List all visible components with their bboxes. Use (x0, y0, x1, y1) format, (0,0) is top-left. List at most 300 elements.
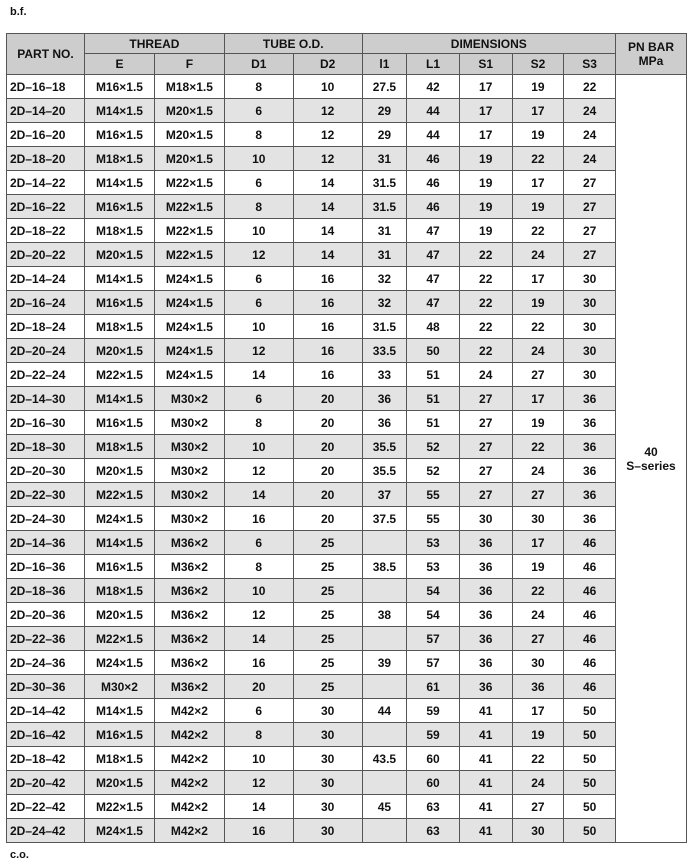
cell-d2: 25 (293, 651, 362, 675)
cell-s3: 50 (564, 771, 616, 795)
table-row (7, 507, 687, 531)
col-header-e: E (85, 54, 155, 75)
cell-s1: 41 (459, 699, 512, 723)
cell-thread-e: M16×1.5 (85, 723, 155, 747)
cell-part-no: 2D–18–22 (7, 219, 85, 243)
cell-thread-e: M20×1.5 (85, 339, 155, 363)
cell-part-no: 2D–16–20 (7, 123, 85, 147)
cell-part-no: 2D–14–42 (7, 699, 85, 723)
col-header-d1: D1 (224, 54, 293, 75)
cell-s1: 36 (459, 603, 512, 627)
cell-part-no: 2D–20–22 (7, 243, 85, 267)
cell-d1: 8 (224, 555, 293, 579)
cell-s1: 24 (459, 363, 512, 387)
cell-d2: 20 (293, 411, 362, 435)
cell-d2: 25 (293, 555, 362, 579)
table-row (7, 531, 687, 555)
cell-part-no: 2D–18–24 (7, 315, 85, 339)
cell-l1-upper: 61 (407, 675, 460, 699)
table-body (7, 75, 687, 843)
cell-thread-e: M14×1.5 (85, 267, 155, 291)
cell-thread-f: M30×2 (154, 459, 224, 483)
cell-thread-e: M16×1.5 (85, 75, 155, 99)
cell-s1: 36 (459, 531, 512, 555)
cell-thread-e: M24×1.5 (85, 651, 155, 675)
cell-s2: 30 (512, 651, 564, 675)
cell-d2: 12 (293, 123, 362, 147)
cell-s1: 19 (459, 147, 512, 171)
cell-s2: 27 (512, 483, 564, 507)
cell-s3: 50 (564, 795, 616, 819)
cell-s2: 19 (512, 723, 564, 747)
cell-l1-upper: 51 (407, 411, 460, 435)
cell-d1: 10 (224, 435, 293, 459)
cell-s2: 22 (512, 315, 564, 339)
cell-d2: 30 (293, 771, 362, 795)
cell-part-no: 2D–22–36 (7, 627, 85, 651)
cell-s2: 17 (512, 531, 564, 555)
col-header-l1-upper: L1 (407, 54, 460, 75)
table-row (7, 147, 687, 171)
cell-d2: 20 (293, 483, 362, 507)
table-row (7, 819, 687, 843)
cell-s3: 36 (564, 483, 616, 507)
cell-part-no: 2D–22–42 (7, 795, 85, 819)
col-header-thread: THREAD (85, 34, 225, 54)
table-row (7, 459, 687, 483)
cell-l1-upper: 63 (407, 795, 460, 819)
cell-thread-f: M36×2 (154, 531, 224, 555)
cell-thread-f: M36×2 (154, 555, 224, 579)
cell-d1: 6 (224, 387, 293, 411)
cell-d1: 12 (224, 459, 293, 483)
cell-thread-f: M24×1.5 (154, 291, 224, 315)
cell-thread-e: M22×1.5 (85, 627, 155, 651)
table-row (7, 747, 687, 771)
cell-s1: 22 (459, 291, 512, 315)
cell-s3: 30 (564, 363, 616, 387)
cell-s2: 17 (512, 171, 564, 195)
cell-thread-e: M14×1.5 (85, 699, 155, 723)
cell-s3: 27 (564, 171, 616, 195)
cell-part-no: 2D–14–20 (7, 99, 85, 123)
table-row (7, 627, 687, 651)
cell-thread-f: M42×2 (154, 771, 224, 795)
cell-part-no: 2D–16–18 (7, 75, 85, 99)
cell-l1-upper: 51 (407, 387, 460, 411)
cell-thread-e: M20×1.5 (85, 243, 155, 267)
cell-d1: 10 (224, 147, 293, 171)
cell-s2: 30 (512, 819, 564, 843)
table-row (7, 411, 687, 435)
cell-s3: 50 (564, 747, 616, 771)
cell-s3: 27 (564, 219, 616, 243)
cell-l1-lower: 38 (362, 603, 407, 627)
cell-d1: 16 (224, 651, 293, 675)
cell-part-no: 2D–20–36 (7, 603, 85, 627)
cell-thread-f: M20×1.5 (154, 147, 224, 171)
cell-d2: 30 (293, 819, 362, 843)
cell-part-no: 2D–14–22 (7, 171, 85, 195)
cell-thread-f: M20×1.5 (154, 99, 224, 123)
table-row (7, 171, 687, 195)
table-row (7, 795, 687, 819)
cell-s3: 46 (564, 675, 616, 699)
cell-thread-f: M30×2 (154, 411, 224, 435)
cell-l1-lower: 31 (362, 219, 407, 243)
cell-d2: 16 (293, 267, 362, 291)
table-row (7, 555, 687, 579)
cell-s2: 17 (512, 99, 564, 123)
cell-s3: 24 (564, 123, 616, 147)
cell-d2: 16 (293, 291, 362, 315)
cell-l1-lower: 45 (362, 795, 407, 819)
cell-l1-lower: 35.5 (362, 459, 407, 483)
cell-thread-f: M30×2 (154, 483, 224, 507)
cell-s3: 30 (564, 339, 616, 363)
cell-thread-f: M36×2 (154, 675, 224, 699)
cell-l1-upper: 55 (407, 483, 460, 507)
cell-part-no: 2D–16–42 (7, 723, 85, 747)
col-header-dimensions: DIMENSIONS (362, 34, 615, 54)
cell-part-no: 2D–16–36 (7, 555, 85, 579)
cell-l1-upper: 63 (407, 819, 460, 843)
table-row (7, 699, 687, 723)
cell-thread-e: M20×1.5 (85, 459, 155, 483)
cell-l1-upper: 60 (407, 747, 460, 771)
cell-s2: 22 (512, 147, 564, 171)
cell-part-no: 2D–18–36 (7, 579, 85, 603)
cell-d2: 16 (293, 339, 362, 363)
cell-thread-f: M36×2 (154, 603, 224, 627)
cell-part-no: 2D–16–30 (7, 411, 85, 435)
cell-thread-e: M14×1.5 (85, 99, 155, 123)
cell-l1-upper: 46 (407, 147, 460, 171)
cell-d1: 10 (224, 219, 293, 243)
cell-s1: 22 (459, 315, 512, 339)
table-row (7, 723, 687, 747)
cell-l1-lower (362, 675, 407, 699)
cell-d2: 10 (293, 75, 362, 99)
cell-s1: 19 (459, 171, 512, 195)
series-label: S–series (626, 458, 676, 473)
table-row (7, 291, 687, 315)
cell-s2: 17 (512, 387, 564, 411)
col-header-s1: S1 (459, 54, 512, 75)
cell-thread-e: M14×1.5 (85, 387, 155, 411)
cell-part-no: 2D–14–24 (7, 267, 85, 291)
cell-l1-lower: 33 (362, 363, 407, 387)
cell-l1-upper: 60 (407, 771, 460, 795)
cell-part-no: 2D–18–30 (7, 435, 85, 459)
cell-l1-lower: 27.5 (362, 75, 407, 99)
cell-s2: 22 (512, 219, 564, 243)
cell-d1: 14 (224, 483, 293, 507)
cell-s2: 27 (512, 363, 564, 387)
cell-part-no: 2D–30–36 (7, 675, 85, 699)
cell-s2: 24 (512, 243, 564, 267)
cell-d1: 8 (224, 75, 293, 99)
cell-s1: 22 (459, 339, 512, 363)
cell-s2: 17 (512, 267, 564, 291)
cell-s3: 24 (564, 99, 616, 123)
cell-l1-upper: 55 (407, 507, 460, 531)
cell-thread-f: M36×2 (154, 627, 224, 651)
cell-d1: 8 (224, 411, 293, 435)
cell-s2: 27 (512, 627, 564, 651)
cell-s2: 30 (512, 507, 564, 531)
cell-d2: 14 (293, 171, 362, 195)
cell-d1: 12 (224, 603, 293, 627)
cell-s3: 36 (564, 507, 616, 531)
cell-l1-lower (362, 819, 407, 843)
table-row (7, 243, 687, 267)
cell-s1: 22 (459, 267, 512, 291)
cell-s2: 24 (512, 603, 564, 627)
cell-s3: 27 (564, 195, 616, 219)
cell-thread-f: M36×2 (154, 651, 224, 675)
cell-l1-lower: 32 (362, 267, 407, 291)
table-row (7, 363, 687, 387)
cell-thread-f: M30×2 (154, 507, 224, 531)
cell-l1-upper: 47 (407, 291, 460, 315)
cell-thread-f: M42×2 (154, 699, 224, 723)
cell-s1: 41 (459, 771, 512, 795)
cell-thread-f: M24×1.5 (154, 339, 224, 363)
cell-thread-e: M14×1.5 (85, 531, 155, 555)
cell-l1-lower: 36 (362, 387, 407, 411)
cell-s1: 36 (459, 651, 512, 675)
cell-thread-e: M16×1.5 (85, 291, 155, 315)
cell-s3: 22 (564, 75, 616, 99)
cell-d1: 6 (224, 171, 293, 195)
cell-s1: 27 (459, 387, 512, 411)
cell-s3: 46 (564, 555, 616, 579)
cell-l1-upper: 42 (407, 75, 460, 99)
cell-d1: 8 (224, 123, 293, 147)
cell-s2: 19 (512, 195, 564, 219)
cell-d2: 20 (293, 435, 362, 459)
cell-thread-e: M30×2 (85, 675, 155, 699)
cell-thread-e: M22×1.5 (85, 795, 155, 819)
cell-s3: 24 (564, 147, 616, 171)
cell-l1-lower: 33.5 (362, 339, 407, 363)
cell-l1-lower: 32 (362, 291, 407, 315)
cell-s1: 27 (459, 483, 512, 507)
cell-s3: 46 (564, 531, 616, 555)
header-note: b.f. (10, 6, 27, 18)
cell-thread-e: M20×1.5 (85, 603, 155, 627)
cell-part-no: 2D–18–42 (7, 747, 85, 771)
cell-d2: 16 (293, 363, 362, 387)
cell-d1: 8 (224, 723, 293, 747)
cell-d1: 12 (224, 339, 293, 363)
cell-d1: 16 (224, 507, 293, 531)
cell-d1: 12 (224, 771, 293, 795)
cell-d1: 8 (224, 195, 293, 219)
cell-d1: 6 (224, 267, 293, 291)
cell-l1-upper: 53 (407, 531, 460, 555)
cell-l1-upper: 44 (407, 123, 460, 147)
table-row (7, 435, 687, 459)
cell-thread-f: M22×1.5 (154, 219, 224, 243)
cell-l1-upper: 51 (407, 363, 460, 387)
cell-s1: 19 (459, 195, 512, 219)
cell-l1-upper: 46 (407, 195, 460, 219)
cell-thread-f: M42×2 (154, 819, 224, 843)
cell-part-no: 2D–24–30 (7, 507, 85, 531)
cell-s2: 19 (512, 411, 564, 435)
cell-s3: 50 (564, 723, 616, 747)
cell-l1-upper: 54 (407, 603, 460, 627)
cell-thread-e: M16×1.5 (85, 195, 155, 219)
cell-thread-f: M42×2 (154, 795, 224, 819)
cell-part-no: 2D–24–36 (7, 651, 85, 675)
cell-part-no: 2D–24–42 (7, 819, 85, 843)
cell-s3: 36 (564, 435, 616, 459)
cell-part-no: 2D–22–24 (7, 363, 85, 387)
cell-l1-lower: 35.5 (362, 435, 407, 459)
cell-l1-upper: 52 (407, 435, 460, 459)
cell-d2: 25 (293, 603, 362, 627)
cell-s2: 36 (512, 675, 564, 699)
cell-s2: 22 (512, 747, 564, 771)
cell-d2: 25 (293, 675, 362, 699)
cell-s3: 46 (564, 651, 616, 675)
cell-d1: 20 (224, 675, 293, 699)
cell-d2: 30 (293, 699, 362, 723)
cell-part-no: 2D–14–36 (7, 531, 85, 555)
cell-s1: 19 (459, 219, 512, 243)
cell-thread-e: M20×1.5 (85, 771, 155, 795)
cell-l1-lower: 31 (362, 243, 407, 267)
cell-l1-lower: 31 (362, 147, 407, 171)
cell-s1: 36 (459, 675, 512, 699)
cell-l1-upper: 44 (407, 99, 460, 123)
cell-l1-lower (362, 771, 407, 795)
cell-part-no: 2D–20–24 (7, 339, 85, 363)
cell-s2: 22 (512, 435, 564, 459)
cell-l1-lower: 37.5 (362, 507, 407, 531)
cell-l1-lower: 31.5 (362, 171, 407, 195)
cell-l1-upper: 59 (407, 723, 460, 747)
cell-s2: 19 (512, 291, 564, 315)
mpa-label: MPa (638, 54, 664, 68)
cell-l1-lower: 44 (362, 699, 407, 723)
cell-d2: 20 (293, 507, 362, 531)
cell-s3: 46 (564, 603, 616, 627)
cell-part-no: 2D–22–30 (7, 483, 85, 507)
cell-l1-lower: 36 (362, 411, 407, 435)
cell-d1: 6 (224, 531, 293, 555)
cell-l1-lower: 31.5 (362, 315, 407, 339)
cell-l1-lower: 38.5 (362, 555, 407, 579)
cell-s3: 27 (564, 243, 616, 267)
cell-thread-e: M14×1.5 (85, 171, 155, 195)
table-row (7, 603, 687, 627)
cell-d1: 10 (224, 579, 293, 603)
cell-thread-e: M18×1.5 (85, 147, 155, 171)
cell-thread-f: M22×1.5 (154, 243, 224, 267)
table-row (7, 579, 687, 603)
specification-table (6, 33, 687, 843)
cell-thread-f: M36×2 (154, 579, 224, 603)
table-row (7, 315, 687, 339)
cell-s3: 30 (564, 315, 616, 339)
cell-thread-e: M22×1.5 (85, 363, 155, 387)
cell-s3: 36 (564, 387, 616, 411)
cell-d2: 30 (293, 747, 362, 771)
cell-d2: 20 (293, 387, 362, 411)
cell-s1: 27 (459, 411, 512, 435)
cell-s3: 36 (564, 411, 616, 435)
cell-l1-upper: 47 (407, 243, 460, 267)
cell-s1: 22 (459, 243, 512, 267)
cell-part-no: 2D–14–30 (7, 387, 85, 411)
cell-thread-f: M22×1.5 (154, 171, 224, 195)
cell-thread-f: M20×1.5 (154, 123, 224, 147)
cell-thread-f: M42×2 (154, 747, 224, 771)
cell-d2: 12 (293, 147, 362, 171)
cell-s3: 50 (564, 819, 616, 843)
table-row (7, 771, 687, 795)
cell-l1-upper: 47 (407, 267, 460, 291)
cell-l1-lower: 43.5 (362, 747, 407, 771)
cell-l1-lower (362, 723, 407, 747)
col-header-pn-bar (615, 34, 686, 75)
cell-d2: 14 (293, 219, 362, 243)
cell-d1: 6 (224, 699, 293, 723)
cell-thread-e: M22×1.5 (85, 483, 155, 507)
cell-l1-lower (362, 627, 407, 651)
cell-thread-e: M24×1.5 (85, 819, 155, 843)
cell-d1: 14 (224, 627, 293, 651)
cell-d1: 10 (224, 747, 293, 771)
col-header-tube-od: TUBE O.D. (224, 34, 362, 54)
cell-l1-upper: 46 (407, 171, 460, 195)
cell-d2: 30 (293, 795, 362, 819)
cell-l1-lower: 29 (362, 123, 407, 147)
cell-s2: 24 (512, 339, 564, 363)
col-header-s2: S2 (512, 54, 564, 75)
cell-thread-f: M42×2 (154, 723, 224, 747)
col-header-l1-lower: l1 (362, 54, 407, 75)
cell-s1: 27 (459, 435, 512, 459)
cell-s1: 36 (459, 579, 512, 603)
cell-s3: 30 (564, 267, 616, 291)
cell-s1: 41 (459, 747, 512, 771)
cell-thread-e: M18×1.5 (85, 219, 155, 243)
table-row (7, 123, 687, 147)
cell-l1-upper: 59 (407, 699, 460, 723)
cell-thread-f: M24×1.5 (154, 315, 224, 339)
table-row (7, 675, 687, 699)
cell-thread-e: M16×1.5 (85, 411, 155, 435)
cell-s1: 36 (459, 627, 512, 651)
cell-s1: 17 (459, 75, 512, 99)
cell-d2: 30 (293, 723, 362, 747)
table-row (7, 339, 687, 363)
cell-l1-upper: 57 (407, 651, 460, 675)
table-row (7, 75, 687, 99)
cell-s3: 46 (564, 627, 616, 651)
cell-s2: 19 (512, 555, 564, 579)
cell-d1: 14 (224, 795, 293, 819)
cell-s1: 41 (459, 795, 512, 819)
cell-d2: 16 (293, 315, 362, 339)
cell-thread-e: M16×1.5 (85, 555, 155, 579)
col-header-part-no: PART NO. (7, 34, 85, 75)
